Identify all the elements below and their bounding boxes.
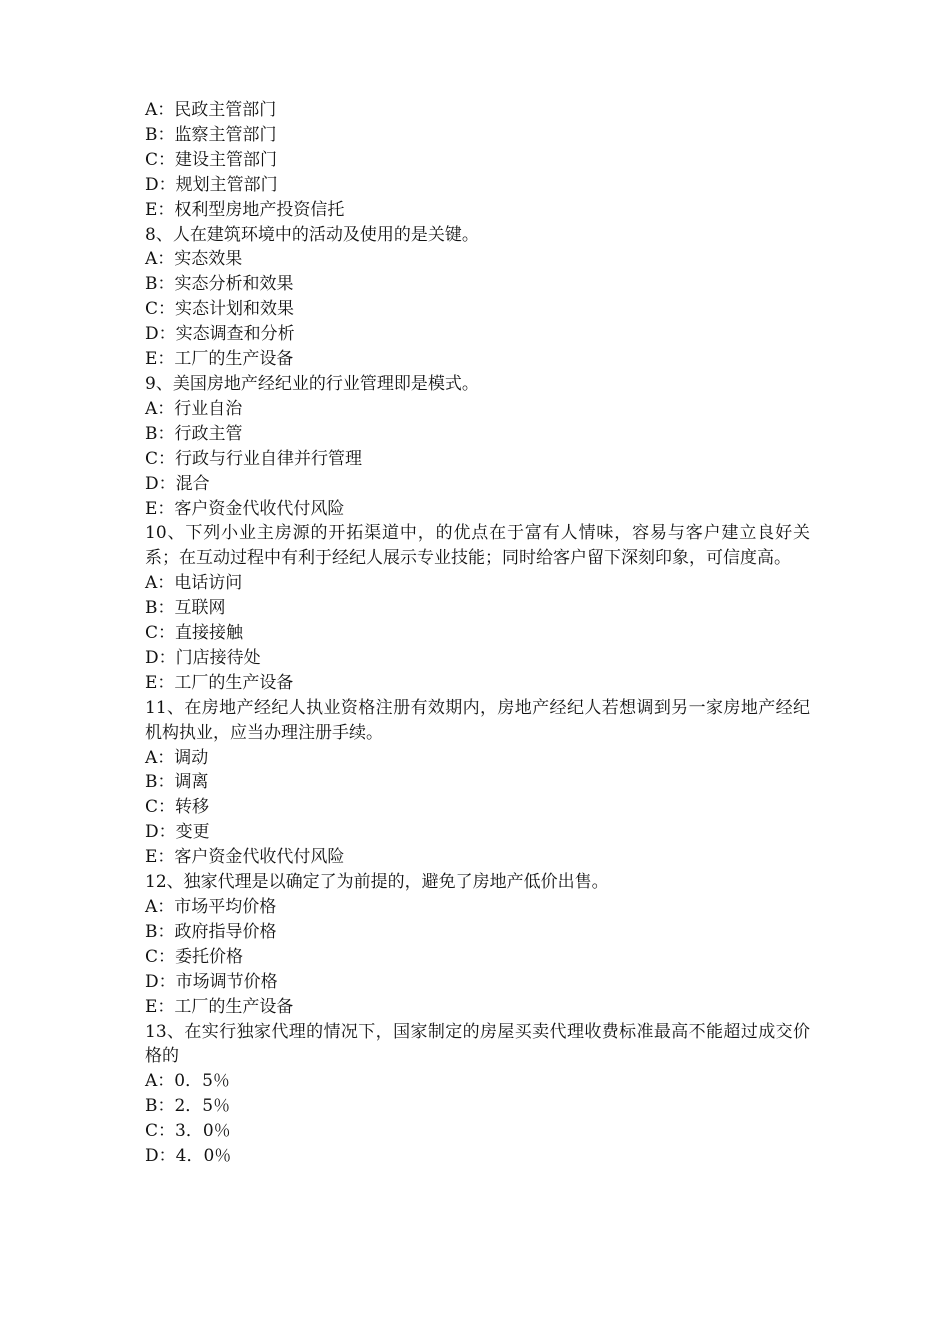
option-line: B：实态分析和效果: [145, 274, 294, 295]
option-line: D：变更: [145, 822, 210, 843]
option-line: A：民政主管部门: [145, 100, 277, 120]
document-page: [145, 98, 810, 1169]
option-line: B：互联网: [145, 598, 226, 619]
question-9: 9、美国房地产经纪业的行业管理即是模式。: [145, 373, 479, 394]
option-line: A：行业自治: [145, 398, 243, 419]
option-line: C：直接接触: [145, 623, 244, 644]
option-line: E：工厂的生产设备: [145, 672, 294, 693]
option-line: A：市场平均价格: [145, 897, 277, 917]
option-line: E：工厂的生产设备: [145, 349, 294, 370]
option-line: E：工厂的生产设备: [145, 996, 294, 1017]
option-line: B：监察主管部门: [145, 124, 277, 145]
option-line: D：规划主管部门: [145, 174, 278, 195]
option-line: E：权利型房地产投资信托: [145, 199, 345, 220]
option-line: A：0．5％: [145, 1071, 230, 1092]
option-line: C：实态计划和效果: [145, 299, 295, 320]
option-line: E：客户资金代收代付风险: [145, 498, 345, 519]
option-line: C：行政与行业自律并行管理: [145, 448, 363, 469]
option-line: B：政府指导价格: [145, 921, 277, 942]
question-11: 11、在房地产经纪人执业资格注册有效期内，房地产经纪人若想调到另一家房地产经纪机构执业，应当办理注册手续。: [145, 697, 810, 743]
option-line: D：市场调节价格: [145, 971, 278, 992]
option-line: E：客户资金代收代付风险: [145, 847, 345, 868]
option-line: B：行政主管: [145, 423, 243, 444]
option-line: A：调动: [145, 747, 209, 768]
option-line: B：调离: [145, 772, 209, 793]
option-line: D：实态调查和分析: [145, 324, 295, 345]
option-line: D：混合: [145, 473, 210, 494]
question-13: 13、在实行独家代理的情况下，国家制定的房屋买卖代理收费标准最高不能超过成交价格的: [145, 1021, 810, 1067]
option-line: C：委托价格: [145, 946, 244, 967]
option-line: C：建设主管部门: [145, 149, 278, 170]
question-10: 10、下列小业主房源的开拓渠道中，的优点在于富有人情味，容易与客户建立良好关系；在互动过程中有利于经纪人展示专业技能；同时给客户留下深刻印象，可信度高。: [145, 523, 810, 569]
option-line: A：实态效果: [145, 249, 243, 270]
option-line: B：2．5％: [145, 1096, 231, 1117]
option-line: C：转移: [145, 797, 210, 818]
option-line: D：4．0％: [145, 1146, 232, 1167]
option-line: A：电话访问: [145, 573, 243, 594]
option-line: D：门店接待处: [145, 647, 261, 668]
question-12: 12、独家代理是以确定了为前提的，避免了房地产低价出售。: [145, 872, 609, 893]
question-8: 8、人在建筑环境中的活动及使用的是关键。: [145, 224, 479, 245]
option-line: C：3．0％: [145, 1121, 231, 1142]
